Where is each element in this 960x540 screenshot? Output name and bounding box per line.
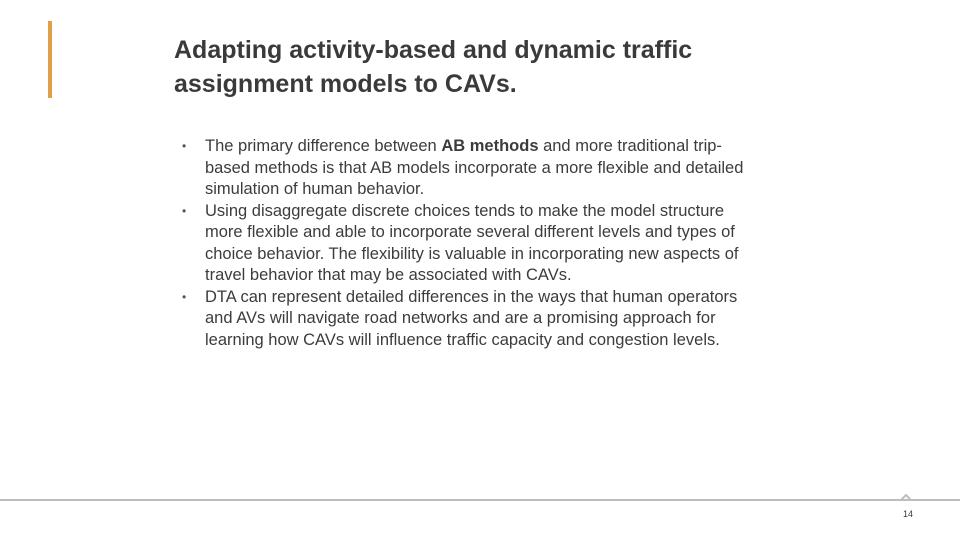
bullet-item bbox=[182, 201, 822, 287]
bullet-line: and AVs will navigate road networks and are a promising approach for bbox=[205, 309, 716, 327]
slide-title-line-2: assignment models to CAVs. bbox=[174, 70, 517, 98]
bullet-icon: • bbox=[182, 289, 187, 304]
bullet-item bbox=[182, 136, 822, 201]
bullet-line: based methods is that AB models incorporate a more flexible and detailed bbox=[205, 158, 744, 177]
bullet-text: and more traditional trip- bbox=[538, 137, 722, 155]
bullet-list bbox=[182, 136, 822, 351]
bullet-line: learning how CAVs will influence traffic capacity and congestion levels. bbox=[205, 330, 720, 349]
page-number: 14 bbox=[902, 509, 913, 519]
bullet-item bbox=[182, 287, 822, 352]
slide-title-line-1: Adapting activity-based and dynamic traffic bbox=[174, 36, 693, 64]
bullet-line: more flexible and able to incorporate several different levels and types of bbox=[205, 223, 735, 241]
bullet-line bbox=[205, 136, 822, 158]
footer-divider bbox=[0, 499, 960, 501]
footer-notch-icon bbox=[901, 493, 911, 503]
bullet-line: simulation of human behavior. bbox=[205, 180, 425, 198]
bullet-icon: • bbox=[182, 139, 187, 153]
bold-term: AB methods bbox=[441, 137, 539, 155]
bullet-line: choice behavior. The flexibility is valuable in incorporating new aspects of bbox=[205, 244, 739, 263]
accent-bar bbox=[48, 21, 52, 98]
bullet-line: Using disaggregate discrete choices tends to make the model structure bbox=[205, 201, 725, 220]
slide-title bbox=[174, 33, 874, 101]
bullet-icon: • bbox=[182, 203, 187, 218]
bullet-line: travel behavior that may be associated with CAVs. bbox=[205, 266, 572, 284]
bullet-line: DTA can represent detailed differences in the ways that human operators bbox=[205, 287, 738, 306]
bullet-text: The primary difference between bbox=[205, 137, 442, 155]
